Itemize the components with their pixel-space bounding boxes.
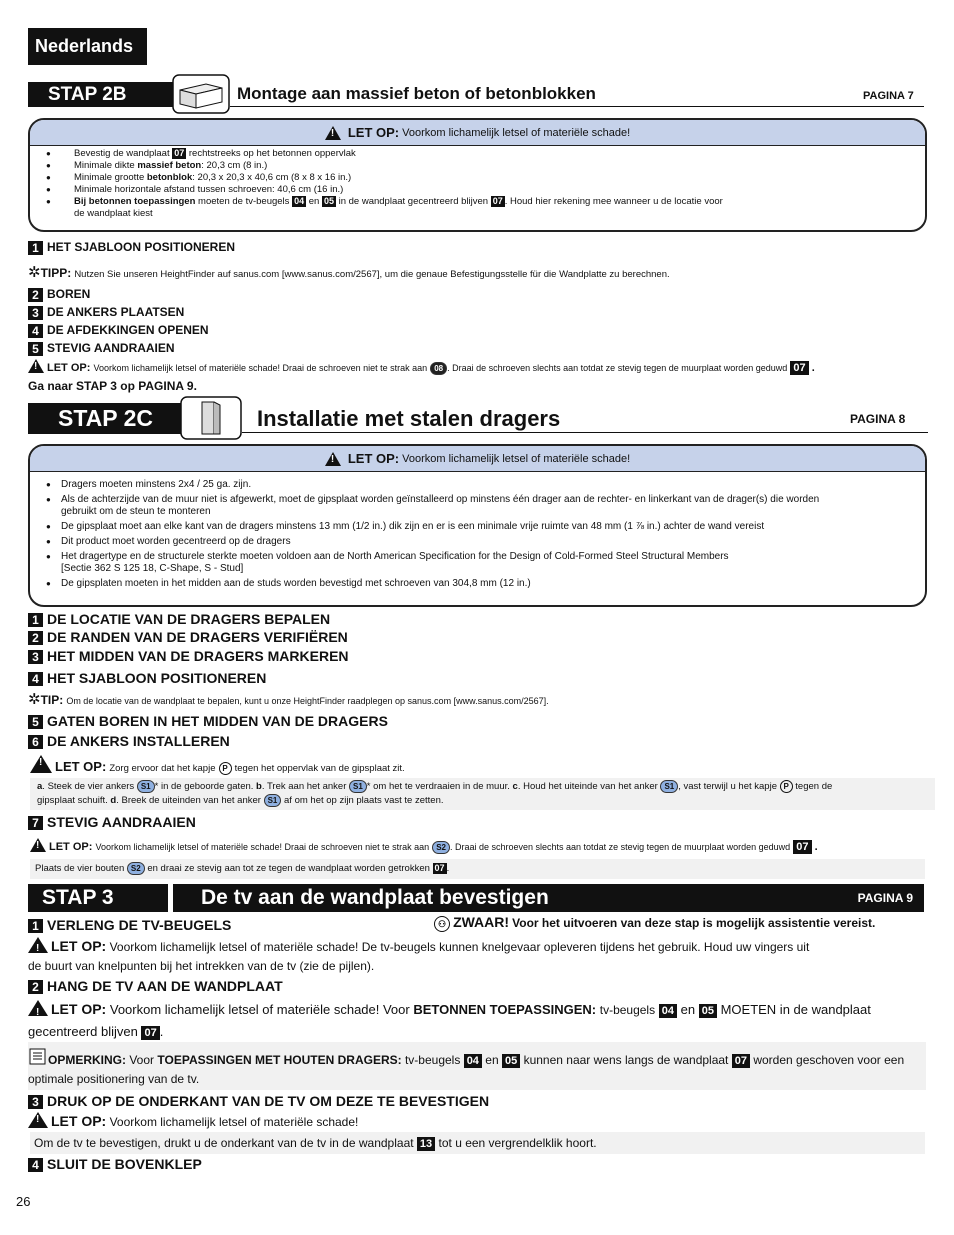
- step-2c-tip: ✲TIP: Om de locatie van de wandplaat te bepalen, kunt u onze HeightFinder raadplegen op sanus.com [www.sanus.com/2567].: [28, 691, 549, 708]
- step-2b-goto: Ga naar STAP 3 op PAGINA 9.: [28, 379, 197, 393]
- warning-label: LET OP:: [347, 451, 400, 466]
- step-2b-item-5: 5 STEVIG AANDRAAIEN: [28, 341, 175, 356]
- step-3-item-3: 3 DRUK OP DE ONDERKANT VAN DE TV OM DEZE TE BEVESTIGEN: [28, 1093, 489, 1109]
- step-3-caution-2: !LET OP: Voorkom lichamelijk letsel of materiële schade! Voor BETONNEN TOEPASSINGEN: tv-beugels 04 en 05 MOETEN in de wandplaat gecentreerd blijven 07 .: [28, 998, 928, 1043]
- step-2b-tip: ✲TIPP: Nutzen Sie unseren HeightFinder auf sanus.com [www.sanus.com/2567], um die genaue Befestigungsstelle für die Wandplatte zu berechnen.: [28, 264, 670, 281]
- step-3-item-4: 4 SLUIT DE BOVENKLEP: [28, 1156, 202, 1172]
- step-3-title-bar: [173, 884, 924, 912]
- part-tag: 05: [323, 196, 334, 207]
- part-pill: S2: [432, 841, 450, 854]
- list-item: ● Minimale horizontale afstand tussen schroeven: 40,6 cm (16 in.): [30, 184, 925, 196]
- warning-icon: [30, 755, 52, 773]
- warning-icon: [28, 1112, 48, 1128]
- step-3-item-2: 2 HANG DE TV AAN DE WANDPLAAT: [28, 978, 283, 994]
- list-item: ● De gipsplaat moet aan elke kant van de dragers minstens 13 mm (1/2 in.) dik zijn en er is een minimale vrije ruimte van 48 mm (1 ⅞ in.) achter de wand vereist: [30, 521, 925, 533]
- step-3-attach-instruction: Om de tv te bevestigen, drukt u de onderkant van de tv in de wandplaat 13 tot u een vergrendelklik hoort.: [30, 1132, 925, 1154]
- part-tag: 07: [793, 840, 811, 854]
- step-2b-item-3: 3 DE ANKERS PLAATSEN: [28, 305, 184, 320]
- list-item: ● De gipsplaten moeten in het midden aan de studs worden bevestigd met schroeven van 304,8 mm (12 in.): [30, 578, 925, 590]
- warning-label: LET OP:: [347, 125, 400, 140]
- language-label: Nederlands: [28, 28, 147, 65]
- step-2c-label: STAP 2C: [28, 403, 188, 434]
- step-3-heavy-note: ⚇ ZWAAR! Voor het uitvoeren van deze stap is mogelijk assistentie vereist.: [434, 914, 875, 932]
- step-3-label: STAP 3: [28, 884, 168, 912]
- step-3-item-1: 1 VERLENG DE TV-BEUGELS: [28, 917, 231, 933]
- step-3-caution-1: !LET OP: Voorkom lichamelijk letsel of materiële schade! De tv-beugels kunnen knelgevaar opleveren tijdens het gebruik. Houd uw vingers uit de buurt van knelpunten bij het intrekken van de tv (zie de pijlen).: [28, 937, 928, 976]
- step-3-title: De tv aan de wandplaat bevestigen: [201, 886, 549, 909]
- part-pill: S1: [137, 780, 155, 793]
- warning-header: [30, 446, 925, 472]
- step-2c-caution-1: !LET OP: Zorg ervoor dat het kapje P tegen het oppervlak van de gipsplaat zit.: [30, 755, 405, 775]
- page-number: 26: [16, 1194, 31, 1209]
- step-2c-item-7: 7 STEVIG AANDRAAIEN: [28, 814, 196, 830]
- step-2b-rule: [230, 106, 924, 107]
- step-3-page: PAGINA 9: [857, 891, 913, 905]
- step-2b-item-1: 1 HET SJABLOON POSITIONEREN: [28, 240, 235, 255]
- list-item: ● Minimale grootte betonblok: 20,3 x 20,3 x 40,6 cm (8 x 8 x 16 in.): [30, 172, 925, 184]
- step-2c-item-5: 5 GATEN BOREN IN HET MIDDEN VAN DE DRAGERS: [28, 713, 388, 729]
- step-2c-title: Installatie met stalen dragers: [257, 406, 561, 431]
- step-2c-caution-2: !LET OP: Voorkom lichamelijk letsel of materiële schade! Draai de schroeven niet te strak aan S2 . Draai de schroeven slechts aan totdat ze stevig tegen de muurplaat worden geduwd 07 .: [30, 838, 818, 854]
- cap-circle: P: [780, 780, 793, 793]
- step-2c-page: PAGINA 8: [850, 412, 906, 426]
- part-tag: 05: [502, 1054, 520, 1068]
- part-tag: 07: [790, 361, 808, 375]
- part-pill: 08: [430, 362, 447, 375]
- step-2b-title: Montage aan massief beton of betonblokken: [237, 84, 596, 103]
- part-pill: S1: [660, 780, 678, 793]
- step-2c-rule: [242, 432, 928, 433]
- step-2c-item-1: 1 DE LOCATIE VAN DE DRAGERS BEPALEN: [28, 611, 330, 627]
- step-2b-item-2: 2 BOREN: [28, 287, 90, 302]
- list-item: ● Bij betonnen toepassingen moeten de tv-beugels 04 en 05 in de wandplaat gecentreerd blijven 07 . Houd hier rekening mee wanneer u de locatie voor de wandplaat kiest: [30, 196, 925, 220]
- part-tag: 07: [141, 1026, 159, 1040]
- step-2b-warning-box: [28, 118, 927, 232]
- step-2b-item-4: 4 DE AFDEKKINGEN OPENEN: [28, 323, 209, 338]
- step-2c-item-3: 3 HET MIDDEN VAN DE DRAGERS MARKEREN: [28, 648, 349, 664]
- list-item: ● Het dragertype en de structurele sterkte moeten voldoen aan de North American Specification for the Design of Cold-Formed Steel Structural Members [Sectie 362 S 125 18, C-Shape, S - Stud]: [30, 551, 925, 575]
- part-tag: 07: [174, 148, 185, 158]
- tip-icon: ✲: [28, 264, 41, 281]
- tip-icon: ✲: [28, 691, 41, 708]
- part-pill: S1: [264, 794, 282, 807]
- warning-icon: [28, 937, 48, 953]
- step-2b-caution: !LET OP: Voorkom lichamelijk letsel of materiële schade! Draai de schroeven niet te strak aan 08 . Draai de schroeven slechts aan totdat ze stevig tegen de muurplaat worden geduwd 07 .: [28, 359, 815, 375]
- step-2b-label: STAP 2B: [28, 82, 178, 107]
- step-3-note: OPMERKING: Voor TOEPASSINGEN MET HOUTEN DRAGERS: tv-beugels 04 en 05 kunnen naar wens langs de wandplaat 07 worden geschoven voor een optimale positionering van de tv.: [28, 1042, 926, 1090]
- part-tag: 05: [699, 1004, 717, 1018]
- part-pill: S1: [349, 780, 367, 793]
- step-2c-item-2: 2 DE RANDEN VAN DE DRAGERS VERIFIËREN: [28, 629, 348, 645]
- step-3-caution-3: !LET OP: Voorkom lichamelijk letsel of materiële schade!: [28, 1112, 358, 1129]
- list-item: ● Bevestig de wandplaat 07 rechtstreeks op het betonnen oppervlak: [30, 148, 925, 160]
- part-tag: 04: [294, 196, 305, 207]
- steel-stud-icon: [180, 396, 242, 440]
- part-tag: 07: [492, 196, 503, 207]
- part-tag: 07: [434, 862, 445, 873]
- part-tag: 04: [659, 1004, 677, 1018]
- step-2b-page: PAGINA 7: [863, 90, 914, 102]
- note-icon: [28, 1048, 48, 1066]
- warning-text: Voorkom lichamelijk letsel of materiële schade!: [402, 452, 631, 465]
- warning-icon: [28, 359, 44, 373]
- list-item: ● Minimale dikte massief beton: 20,3 cm (8 in.): [30, 160, 925, 172]
- list-item: ● Als de achterzijde van de muur niet is afgewerkt, moet de gipsplaat worden geïnstalleerd op minstens één drager aan de rechter- en linkerkant van de drager(s) die worden gebruikt om de steun te monteren: [30, 494, 925, 518]
- step-2c-item-6: 6 DE ANKERS INSTALLEREN: [28, 733, 230, 749]
- part-pill: S2: [127, 862, 145, 875]
- step-2c-warning-box: [28, 444, 927, 607]
- step-2b-bullets: [30, 148, 925, 220]
- list-item: ● Dit product moet worden gecentreerd op de dragers: [30, 536, 925, 548]
- part-tag: 07: [732, 1054, 750, 1068]
- warning-icon: [30, 838, 46, 852]
- concrete-block-icon: [172, 74, 230, 114]
- two-person-icon: ⚇: [434, 916, 450, 932]
- warning-icon: [325, 126, 341, 140]
- step-2c-item-4: 4 HET SJABLOON POSITIONEREN: [28, 670, 266, 686]
- step-2c-bolts-instruction: Plaats de vier bouten S2 en draai ze stevig aan tot ze tegen de wandplaat worden getrokken 07 .: [30, 859, 925, 879]
- step-2c-bullets: [30, 479, 925, 590]
- warning-text: Voorkom lichamelijk letsel of materiële schade!: [402, 126, 631, 139]
- step-2c-instructions: a. Steek de vier ankers S1 * in de geboorde gaten. b. Trek aan het anker S1 * om het te verdraaien in de muur. c. Houd het uiteinde van het anker S1 , vast terwijl u het kapje P tegen de gipsplaat schuift. d. Breek de uiteinden van het anker S1 af om het op zijn plaats vast te zetten.: [30, 778, 935, 810]
- list-item: ● Dragers moeten minstens 2x4 / 25 ga. zijn.: [30, 479, 925, 491]
- part-tag: 13: [417, 1137, 435, 1151]
- warning-icon: [28, 1000, 48, 1016]
- warning-icon: [325, 452, 341, 466]
- part-tag: 04: [464, 1054, 482, 1068]
- cap-circle: P: [219, 762, 232, 775]
- warning-header: [30, 120, 925, 146]
